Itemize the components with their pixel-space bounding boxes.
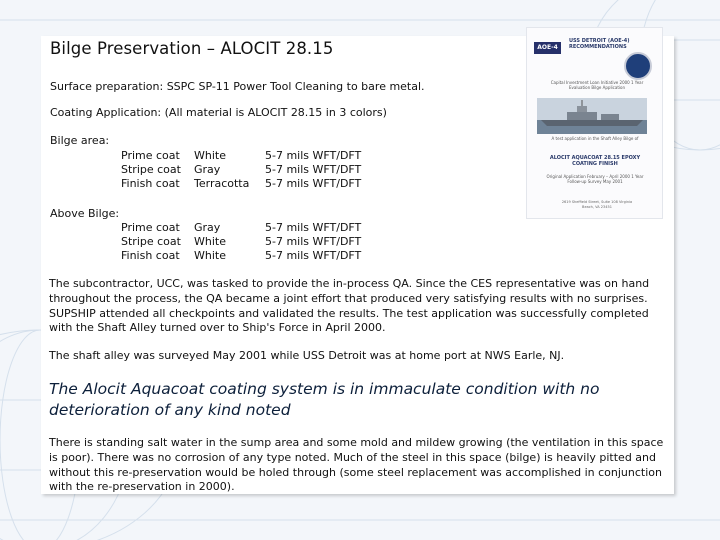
coat-type: Prime coat [121,221,180,234]
coat-color: White [194,235,226,248]
coat-type: Stripe coat [121,235,181,248]
coat-color: White [194,149,226,162]
coat-spec: 5-7 mils WFT/DFT [265,221,362,234]
report-cover-image [526,27,663,219]
coat-spec: 5-7 mils WFT/DFT [265,163,362,176]
coat-color: Terracotta [194,177,250,190]
coat-type: Prime coat [121,149,180,162]
coat-spec: 5-7 mils WFT/DFT [265,149,362,162]
coat-type: Finish coat [121,177,180,190]
coat-color: Gray [194,163,221,176]
coat-type: Finish coat [121,249,180,262]
coat-type: Stripe coat [121,163,181,176]
cover-dates: Original Application February – April 2000 1 Year Follow-up Survey May 2001 [546,174,644,184]
coat-spec: 5-7 mils WFT/DFT [265,235,362,248]
hull-number-logo: AOE-4 [534,42,561,54]
bilge-area-label: Bilge area: [50,134,110,147]
slide-title: Bilge Preservation – ALOCIT 28.15 [50,39,334,58]
above-bilge-label: Above Bilge: [50,207,120,220]
coat-spec: 5-7 mils WFT/DFT [265,177,362,190]
coating-app-text: Coating Application: (All material is ALOCIT 28.15 in 3 colors) [50,106,387,119]
coat-color: Gray [194,221,221,234]
ship-photo [537,98,647,134]
qa-paragraph: The subcontractor, UCC, was tasked to provide the in-process QA. Since the CES representative was on hand throughout the process, the QA became a joint effort that produced very satisfying results with no surprises. SUPSHIP attended all checkpoints and validated the results. The test application was successfully completed with the Shaft Alley turned over to Ship's Force in April 2000. [49,277,650,335]
coat-spec: 5-7 mils WFT/DFT [265,249,362,262]
cover-ship-name: USS DETROIT (AOE-4) RECOMMENDATIONS [569,38,630,50]
cover-address: 2619 Sheffield Street, Suite 108 Virginia Beach, VA 23451 [561,200,633,209]
surface-prep-text: Surface preparation: SSPC SP-11 Power Tool Cleaning to bare metal. [50,80,425,93]
cover-text: A test application in the Shaft Alley Bilge of [551,136,639,141]
slide-content [41,36,674,494]
cover-product-name: ALOCIT AQUACOAT 28.15 EPOXY COATING FINISH [549,155,641,167]
cover-subtitle: Capital Investment Loan Initiative 2000 1 Year Evaluation Bilge Application [550,80,644,90]
navy-seal-icon [624,52,652,80]
highlight-statement: The Alocit Aquacoat coating system is in immaculate condition with no deterioration of any kind noted [49,380,600,419]
condition-paragraph: There is standing salt water in the sump area and some mold and mildew growing (the ventilation in this space is poor). There was no corrosion of any type noted. Much of the steel in this space (bilge) is heavily pitted and without this re-preservation would be holed through (some steel replacement was accomplished in conjunction with the re-preservation in 2000). [49,436,664,494]
coat-color: White [194,249,226,262]
survey-paragraph: The shaft alley was surveyed May 2001 while USS Detroit was at home port at NWS Earle, NJ. [49,349,565,362]
